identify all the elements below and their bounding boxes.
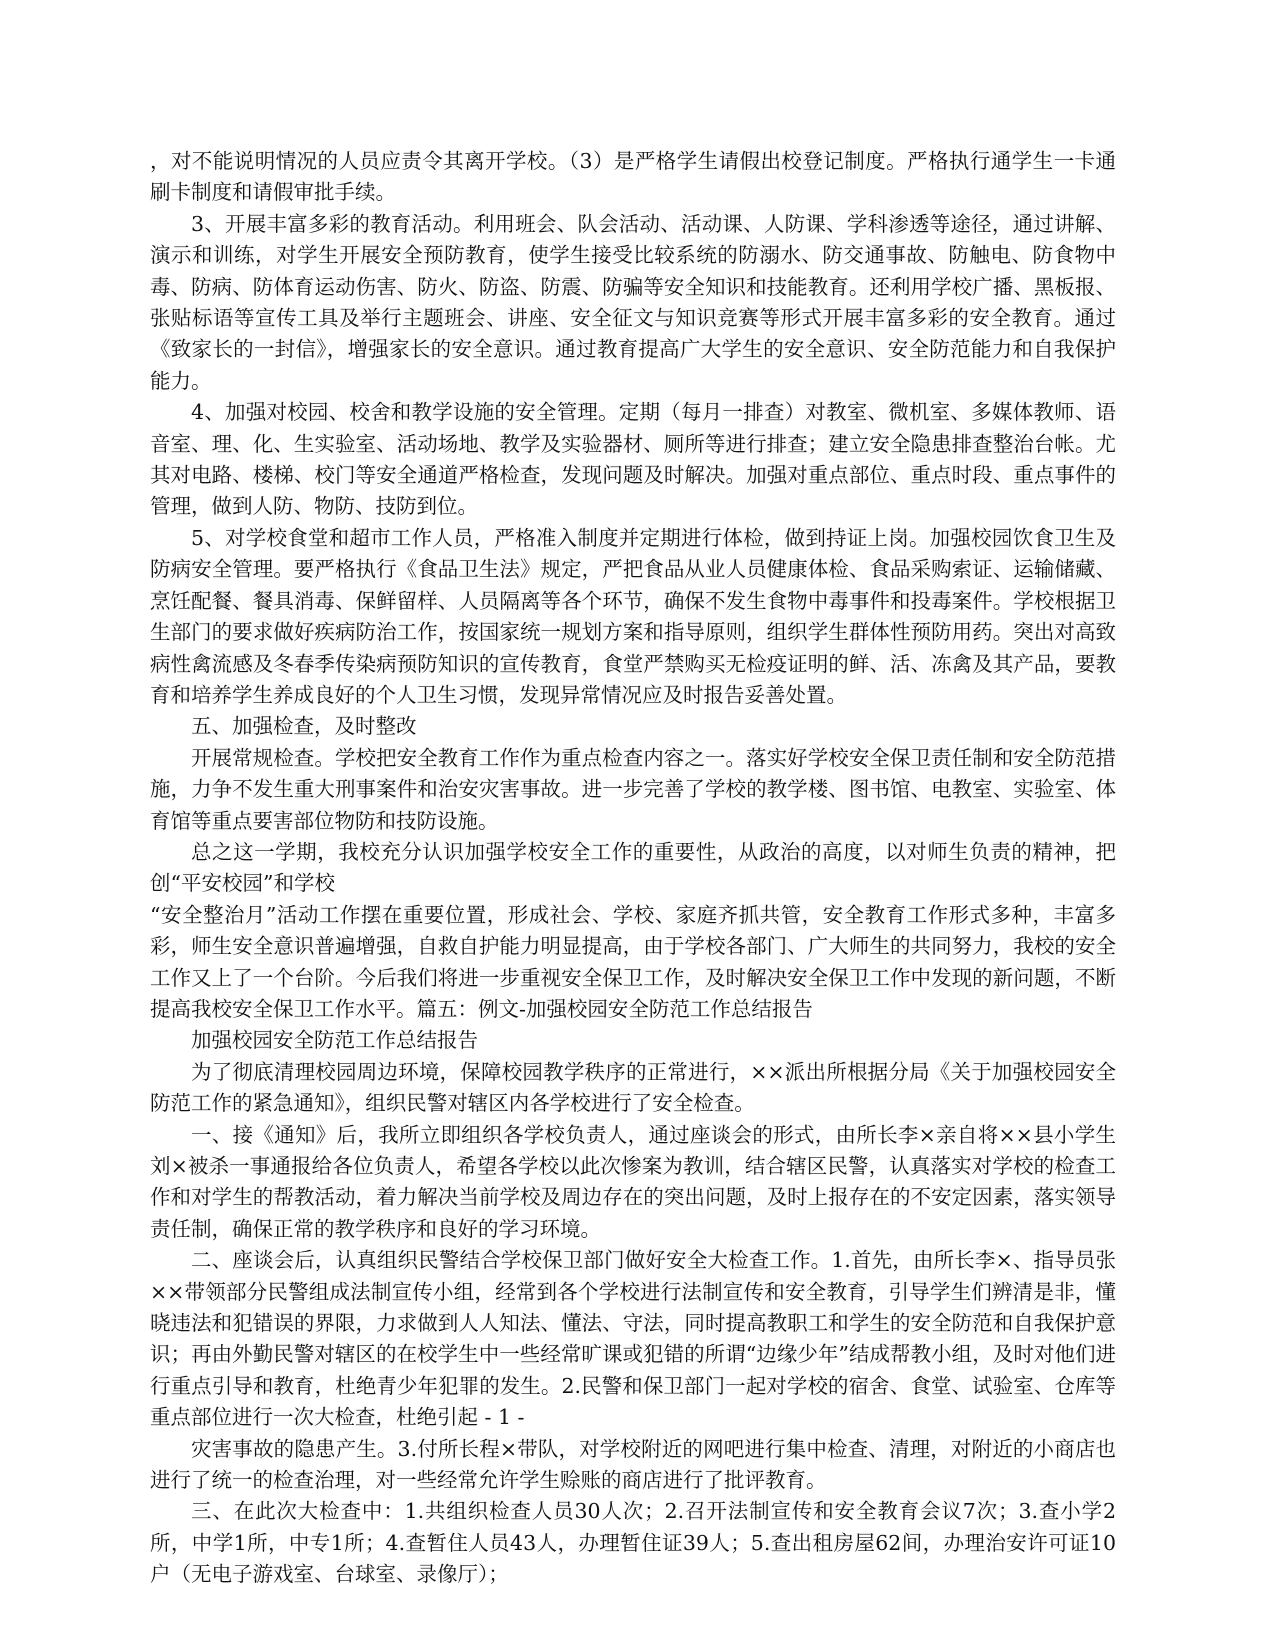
section-heading: 五、加强检查，及时整改: [191, 714, 417, 739]
paragraph: 三、在此次大检查中：1.共组织检查人员30人次；2.召开法制宣传和安全教育会议7次；3.查小学2所，中学1所，中专1所；4.查暂住人员43人，办理暂住证39人；5.查出租房屋62间，办理治安许可证10户（无电子游戏室、台球室、录像厅）；: [150, 1499, 1116, 1587]
paragraph: 灾害事故的隐患产生。3.付所长程×带队，对学校附近的网吧进行集中检查、清理，对附近的小商店也进行了统一的检查治理，对一些经常允许学生赊账的商店进行了批评教育。: [150, 1436, 1116, 1493]
paragraph: “安全整治月”活动工作摆在重要位置，形成社会、学校、家庭齐抓共管，安全教育工作形式多种，丰富多彩，师生安全意识普遍增强，自救自护能力明显提高，由于学校各部门、广大师生的共同努力，我校的安全工作又上了一个台阶。今后我们将进一步重视安全保卫工作，及时解决安全保卫工作中发现的新问题，不断提高我校安全保卫工作水平。篇五：例文-加强校园安全防范工作总结报告: [150, 902, 1116, 1021]
paragraph: 3、开展丰富多彩的教育活动。利用班会、队会活动、活动课、人防课、学科渗透等途径，通过讲解、演示和训练，对学生开展安全预防教育，使学生接受比较系统的防溺水、防交通事故、防触电、防食物中毒、防病、防体育运动伤害、防火、防盗、防震、防骗等安全知识和技能教育。还利用学校广播、黑板报、张贴标语等宣传工具及举行主题班会、讲座、安全征文与知识竞赛等形式开展丰富多彩的安全教育。通过《致家长的一封信》，增强家长的安全意识。通过教育提高广大学生的安全意识、安全防范能力和自我保护能力。: [150, 211, 1116, 393]
report-title: 加强校园安全防范工作总结报告: [191, 1028, 478, 1053]
paragraph: 开展常规检查。学校把安全教育工作作为重点检查内容之一。落实好学校安全保卫责任制和安全防范措施，力争不发生重大刑事案件和治安灾害事故。进一步完善了学校的教学楼、图书馆、电教室、实验室、体育馆等重点要害部位物防和技防设施。: [150, 745, 1116, 833]
paragraph: 4、加强对校园、校舍和教学设施的安全管理。定期（每月一排查）对教室、微机室、多媒体教师、语音室、理、化、生实验室、活动场地、教学及实验器材、厕所等进行排查；建立安全隐患排查整治台帐。尤其对电路、楼梯、校门等安全通道严格检查，发现问题及时解决。加强对重点部位、重点时段、重点事件的管理，做到人防、物防、技防到位。: [150, 400, 1116, 519]
paragraph: 一、接《通知》后，我所立即组织各学校负责人，通过座谈会的形式，由所长李×亲自将××县小学生刘×被杀一事通报给各位负责人，希望各学校以此次惨案为教训，结合辖区民警，认真落实对学校的检查工作和对学生的帮教活动，着力解决当前学校及周边存在的突出问题，及时上报存在的不安定因素，落实领导责任制，确保正常的教学秩序和良好的学习环境。: [150, 1122, 1116, 1241]
paragraph: 二、座谈会后，认真组织民警结合学校保卫部门做好安全大检查工作。1.首先，由所长李×、指导员张××带领部分民警组成法制宣传小组，经常到各个学校进行法制宣传和安全教育，引导学生们辨清是非，懂晓违法和犯错误的界限，力求做到人人知法、懂法、守法，同时提高教职工和学生的安全防范和自我保护意识；再由外勤民警对辖区的在校学生中一些经常旷课或犯错的所谓“边缘少年”结成帮教小组，及时对他们进行重点引导和教育，杜绝青少年犯罪的发生。2.民警和保卫部门一起对学校的宿舍、食堂、试验室、仓库等重点部位进行一次大检查，杜绝引起 - 1 -: [150, 1248, 1116, 1430]
paragraph: ，对不能说明情况的人员应责令其离开学校。（3）是严格学生请假出校登记制度。严格执行通学生一卡通刷卡制度和请假审批手续。: [150, 149, 1116, 205]
paragraph: 为了彻底清理校园周边环境，保障校园教学秩序的正常进行，××派出所根据分局《关于加强校园安全防范工作的紧急通知》，组织民警对辖区内各学校进行了安全检查。: [150, 1059, 1116, 1116]
paragraph: 5、对学校食堂和超市工作人员，严格准入制度并定期进行体检，做到持证上岗。加强校园饮食卫生及防病安全管理。要严格执行《食品卫生法》规定，严把食品从业人员健康体检、食品采购索证、运输储藏、烹饪配餐、餐具消毒、保鲜留样、人员隔离等各个环节，确保不发生食物中毒事件和投毒案件。学校根据卫生部门的要求做好疾病防治工作，按国家统一规划方案和指导原则，组织学生群体性预防用药。突出对高致病性禽流感及冬春季传染病预防知识的宣传教育，食堂严禁购买无检疫证明的鲜、活、冻禽及其产品，要教育和培养学生养成良好的个人卫生习惯，发现异常情况应及时报告妥善处置。: [150, 525, 1116, 707]
document-page: [150, 146, 1116, 1591]
paragraph: 总之这一学期，我校充分认识加强学校安全工作的重要性，从政治的高度，以对师生负责的精神，把创“平安校园”和学校: [150, 839, 1116, 896]
